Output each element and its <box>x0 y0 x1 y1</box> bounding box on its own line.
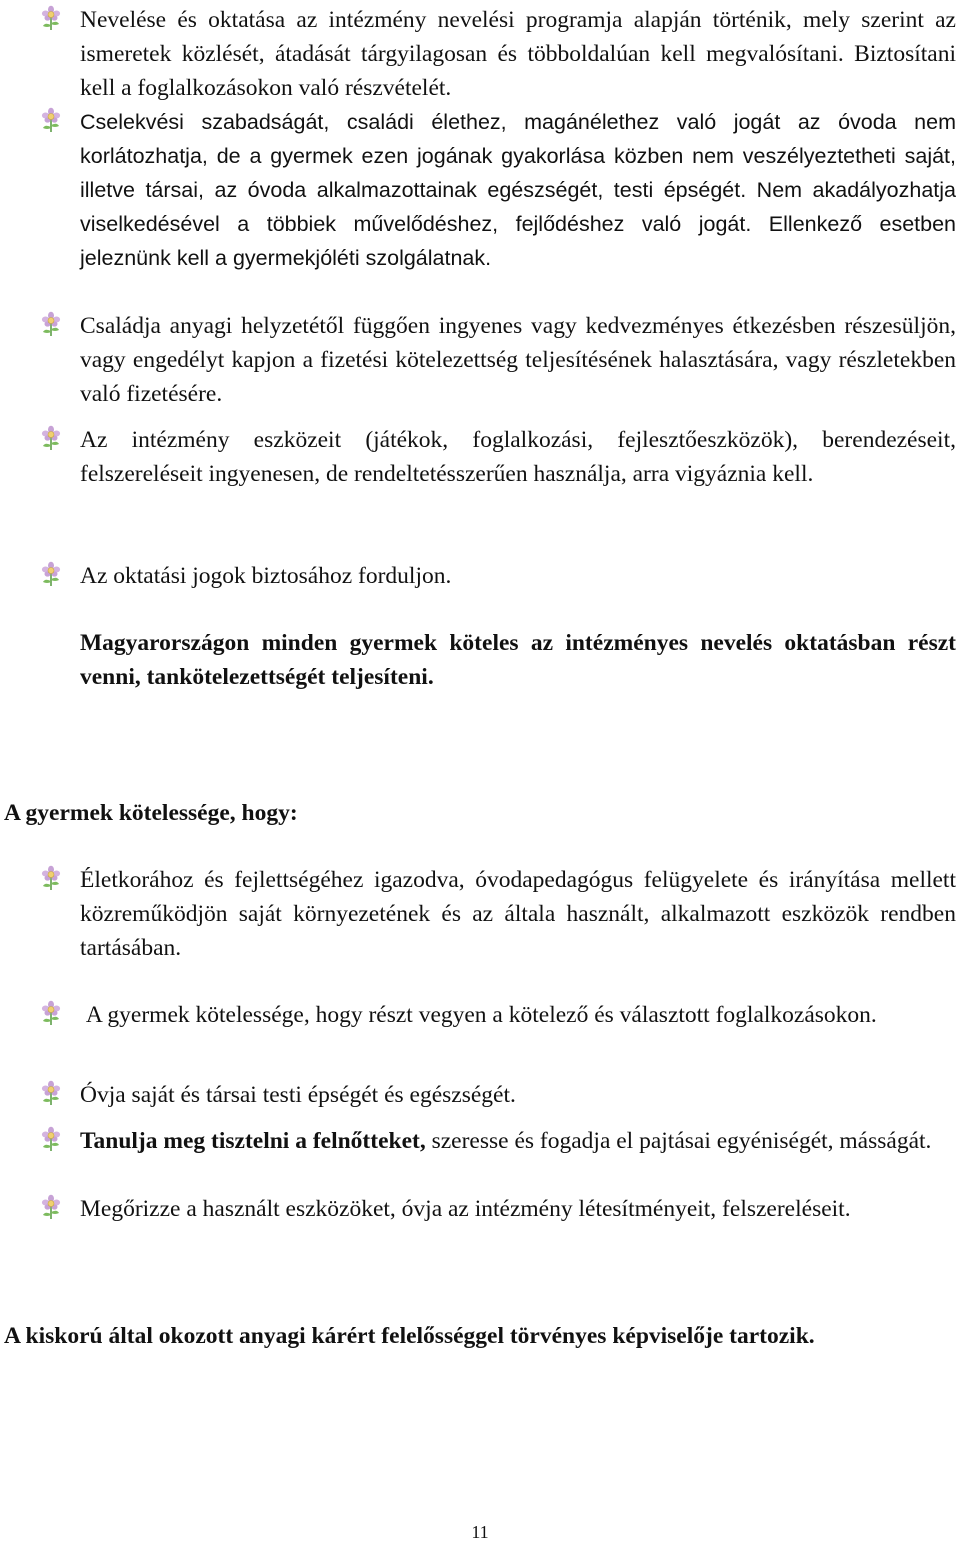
duty-item <box>80 998 956 1032</box>
duty-item-text: Megőrizze a használt eszközöket, óvja az intézmény létesítményeit, felszereléseit. <box>80 1196 851 1222</box>
duty-item-bold-text: Tanulja meg tisztelni a felnőtteket, <box>80 1128 426 1154</box>
flower-bullet-icon <box>40 107 62 133</box>
duty-item <box>80 1192 956 1226</box>
rights-item <box>80 559 956 593</box>
duty-item <box>80 1124 956 1158</box>
duties-heading: A gyermek kötelessége, hogy: <box>4 800 298 826</box>
flower-bullet-icon <box>40 425 62 451</box>
rights-item-text: Nevelése és oktatása az intézmény nevelési programja alapján történik, mely szerint az ismeretek közlését, átadását tárgyilagosan és többoldalúan kell megvalósítani. Biztosítani kell a foglalkozásokon való részvételét. <box>80 7 956 101</box>
flower-bullet-icon <box>40 561 62 587</box>
rights-item-text: Az oktatási jogok biztosához forduljon. <box>80 563 452 589</box>
duty-item-text: A gyermek kötelessége, hogy részt vegyen a kötelező és választott foglalkozásokon. <box>80 1002 877 1028</box>
rights-item-text: Az intézmény eszközeit (játékok, foglalkozási, fejlesztőeszközök), berendezéseit, felszereléseit ingyenesen, de rendeltetésszerűen használja, arra vigyáznia kell. <box>80 427 956 487</box>
liability-statement: A kiskorú által okozott anyagi kárért felelősséggel törvényes képviselője tartozik. <box>4 1323 815 1349</box>
rights-item <box>80 309 956 411</box>
flower-bullet-icon <box>40 1194 62 1220</box>
flower-bullet-icon <box>40 5 62 31</box>
rights-item <box>80 3 956 105</box>
rights-item-text: Cselekvési szabadságát, családi élethez, magánélethez való jogát az óvoda nem korlátozhatja, de a gyermek ezen jogának gyakorlása közben nem veszélyeztetheti saját, illetve társai, az óvoda alkalmazottainak egészségét, testi épségét. Nem akadályozhatja viselkedésével a többiek művelődéshez, fejlődéshez való jogát. Ellenkező esetben jeleznünk kell a gyermekjóléti szolgálatnak. <box>80 110 956 270</box>
duty-item-text: Életkorához és fejlettségéhez igazodva, óvodapedagógus felügyelete és irányítása mellett közreműködjön saját környezetének és az általa használt, alkalmazott eszközök rendben tartásában. <box>80 867 956 961</box>
page-number: 11 <box>471 1522 489 1542</box>
duty-item <box>80 1078 956 1112</box>
flower-bullet-icon <box>40 1080 62 1106</box>
duty-item-text: Óvja saját és társai testi épségét és egészségét. <box>80 1082 516 1108</box>
duty-item-text <box>80 1124 956 1158</box>
flower-bullet-icon <box>40 1000 62 1026</box>
duty-item <box>80 863 956 965</box>
flower-bullet-icon <box>40 865 62 891</box>
duty-item-rest-text: szeresse és fogadja el pajtásai egyéniségét, másságát. <box>425 1128 932 1154</box>
rights-item <box>80 423 956 491</box>
flower-bullet-icon <box>40 1126 62 1152</box>
rights-item-text: Családja anyagi helyzetétől függően ingyenes vagy kedvezményes étkezésben részesüljön, vagy engedélyt kapjon a fizetési kötelezettség teljesítésének halasztására, vagy részletekben való fizetésére. <box>80 313 956 407</box>
compulsory-education-statement: Magyarországon minden gyermek köteles az intézményes nevelés oktatásban részt venni, tankötelezettségét teljesíteni. <box>80 630 956 690</box>
flower-bullet-icon <box>40 311 62 337</box>
rights-item <box>80 105 956 275</box>
